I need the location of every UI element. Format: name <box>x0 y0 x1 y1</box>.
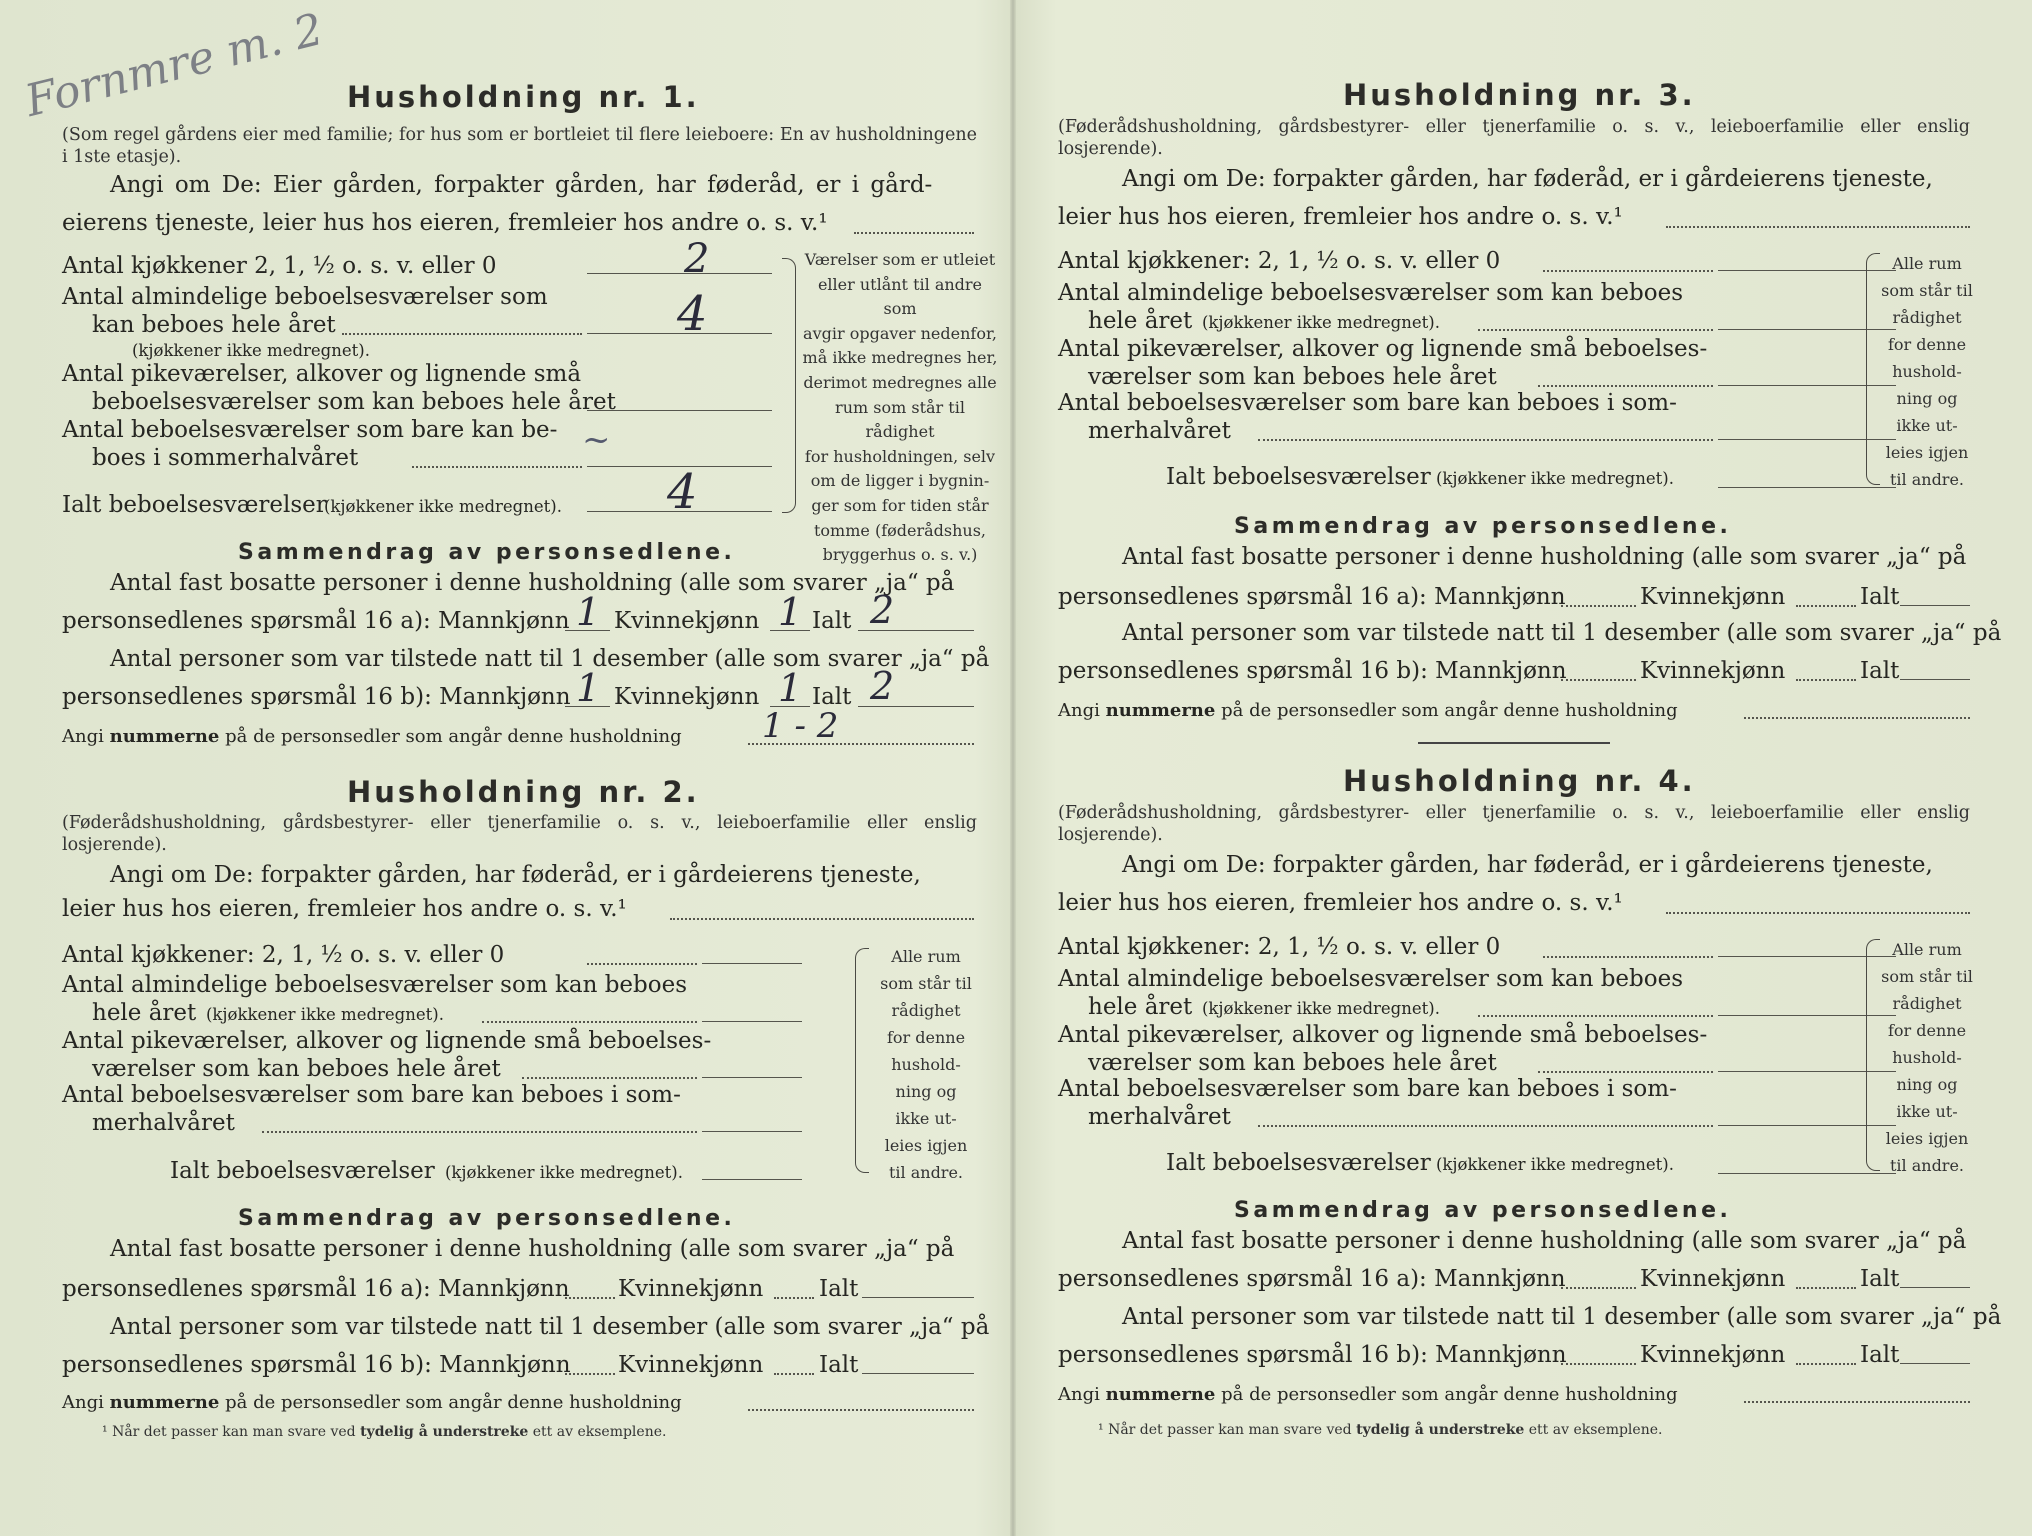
h4-alm-line1: Antal almindelige beboelsesværelser som kan beboes <box>1058 966 1684 992</box>
h2-alm-line2: hele året <box>92 1000 197 1026</box>
h1-num-a: Angi <box>62 726 104 747</box>
h3-alm-note: (kjøkkener ikke medregnet). <box>1202 313 1440 332</box>
h1-alm-note: (kjøkkener ikke medregnet). <box>132 341 370 360</box>
h1-alm-line1: Antal almindelige beboelsesværelser som <box>62 284 548 310</box>
h1-ialt-value: 4 <box>667 464 698 520</box>
h2-pike-line1: Antal pikeværelser, alkover og lignende små beboelses- <box>62 1028 712 1054</box>
h2-note-line: som står til <box>880 974 972 993</box>
h4-pike-dots <box>1538 1071 1713 1073</box>
h2-num-a: Angi <box>62 1392 104 1413</box>
h2-sommer-dots <box>262 1131 697 1133</box>
h2-subtitle: (Føderådshusholdning, gårdsbestyrer- eller tjenerfamilie o. s. v., leieboerfamilie eller enslig losjerende). <box>62 813 977 855</box>
left-footnote <box>102 1424 666 1440</box>
h2-til-ialt: Ialt <box>819 1352 859 1378</box>
h2-note-line: ikke ut- <box>895 1109 957 1128</box>
h1-brace <box>782 258 796 513</box>
h3-til-kvinn: Kvinnekjønn <box>1640 658 1786 684</box>
h4-kitchens-label: Antal kjøkkener: 2, 1, ½ o. s. v. eller 0 <box>1058 934 1501 960</box>
h3-fast-line2: personsedlenes spørsmål 16 a): Mannkjønn <box>1058 584 1566 610</box>
h2-pike-line2: værelser som kan beboes hele året <box>92 1056 501 1082</box>
h4-til-k-line <box>1796 1363 1856 1365</box>
h4-note-line: rådighet <box>1892 994 1962 1013</box>
h3-sommer-line2: merhalvåret <box>1088 418 1231 444</box>
h2-note-line: til andre. <box>888 1163 964 1182</box>
h2-note-line: hushold- <box>891 1055 961 1074</box>
h3-til-line1: Antal personer som var tilstede natt til 1 desember (alle som svarer „ja“ på <box>1122 620 2002 646</box>
h4-num-b: nummerne <box>1105 1384 1216 1405</box>
h4-til-kvinn: Kvinnekjønn <box>1640 1342 1786 1368</box>
h2-title: Husholdning nr. 2. <box>347 775 700 809</box>
h1-nummerne-value: 1 - 2 <box>762 706 839 746</box>
h3-ialt-line <box>1718 487 1896 488</box>
h3-fast-k-line <box>1796 605 1856 607</box>
h3-ialt-note: (kjøkkener ikke medregnet). <box>1436 469 1674 488</box>
h2-kitchens-label: Antal kjøkkener: 2, 1, ½ o. s. v. eller 0 <box>62 942 505 968</box>
h3-kitchens-dots <box>1543 270 1713 272</box>
h3-pike-line2: værelser som kan beboes hele året <box>1088 364 1497 390</box>
h2-sommer-line1: Antal beboelsesværelser som bare kan beboes i som- <box>62 1082 681 1108</box>
h1-til-t-value: 2 <box>870 664 895 708</box>
h3-pike-dots <box>1538 385 1713 387</box>
h1-fast-ialt: Ialt <box>812 608 852 634</box>
h4-note-line: Alle rum <box>1892 940 1962 959</box>
h3-til-k-line <box>1796 679 1856 681</box>
h4-fast-k-line <box>1796 1287 1856 1289</box>
h2-til-k-line <box>774 1373 814 1375</box>
h3-kitchens-label: Antal kjøkkener: 2, 1, ½ o. s. v. eller 0 <box>1058 248 1501 274</box>
h2-fast-m-line <box>565 1297 615 1299</box>
h1-fast-kvinn: Kvinnekjønn <box>614 608 760 634</box>
h4-note-line: leies igjen <box>1885 1129 1969 1148</box>
h1-note-line: eller utlånt til andre som <box>817 274 983 319</box>
h4-ialt-note: (kjøkkener ikke medregnet). <box>1436 1155 1674 1174</box>
h3-note-line: hushold- <box>1892 362 1962 381</box>
h4-fast-line2: personsedlenes spørsmål 16 a): Mannkjønn <box>1058 1266 1566 1292</box>
h4-sommer-line1: Antal beboelsesværelser som bare kan beboes i som- <box>1058 1076 1677 1102</box>
h2-kitchens-dots <box>587 963 697 965</box>
h1-num-b: nummerne <box>109 726 220 747</box>
h3-alm-line2: hele året <box>1088 308 1193 334</box>
h3-til-m-line <box>1561 679 1636 681</box>
h1-note-line: om de ligger i bygnin- <box>810 471 990 491</box>
h1-note-line: rum som står til rådighet <box>835 397 965 442</box>
h1-kitchens-label: Antal kjøkkener 2, 1, ½ o. s. v. eller 0 <box>62 253 497 279</box>
h3-nummerne-dots <box>1744 717 1970 719</box>
h1-sommer-scribble: ~ <box>582 420 611 460</box>
h4-note-line: hushold- <box>1892 1048 1962 1067</box>
h2-alm-line <box>702 1021 802 1022</box>
left-footnote-c: ett av eksemplene. <box>532 1424 667 1440</box>
h1-pike-line2: beboelsesværelser som kan beboes hele året <box>92 389 616 415</box>
h1-note-line: for husholdningen, selv <box>804 446 996 466</box>
h3-fast-ialt: Ialt <box>1860 584 1900 610</box>
h2-til-line2: personsedlenes spørsmål 16 b): Mannkjønn <box>62 1352 571 1378</box>
h2-til-kvinn: Kvinnekjønn <box>618 1352 764 1378</box>
h4-sommer-dots <box>1258 1125 1713 1127</box>
h3-alm-line1: Antal almindelige beboelsesværelser som kan beboes <box>1058 280 1684 306</box>
h1-fast-m-value: 1 <box>576 590 601 634</box>
h1-note-line: derimot medregnes alle <box>803 372 997 392</box>
h4-subtitle: (Føderådshusholdning, gårdsbestyrer- eller tjenerfamilie o. s. v., leieboerfamilie eller enslig losjerende). <box>1058 803 1970 845</box>
right-footnote-a: ¹ Når det passer kan man svare ved <box>1098 1422 1352 1438</box>
h4-til-ialt: Ialt <box>1860 1342 1900 1368</box>
h1-note-line: tomme (føderådshus, <box>813 520 986 540</box>
h2-angi-answer-line <box>670 918 974 920</box>
h1-kitchens-value: 2 <box>684 236 710 282</box>
h3-subtitle: (Føderådshusholdning, gårdsbestyrer- eller tjenerfamilie o. s. v., leieboerfamilie eller enslig losjerende). <box>1058 117 1970 159</box>
h2-nummerne-line <box>62 1392 682 1413</box>
h4-alm-note: (kjøkkener ikke medregnet). <box>1202 999 1440 1018</box>
h2-alm-line1: Antal almindelige beboelsesværelser som kan beboes <box>62 972 688 998</box>
h4-fast-ialt: Ialt <box>1860 1266 1900 1292</box>
h2-til-t-line <box>862 1373 974 1374</box>
h1-fast-line2: personsedlenes spørsmål 16 a): Mannkjønn <box>62 608 570 634</box>
h2-brace <box>855 948 869 1173</box>
h4-summary-title: Sammendrag av personsedlene. <box>1234 1198 1732 1223</box>
h3-angi-answer-line <box>1666 226 1970 228</box>
h1-summary-title: Sammendrag av personsedlene. <box>238 540 736 565</box>
h4-angi-line1: Angi om De: forpakter gården, har føderåd, er i gårdeierens tjeneste, <box>1122 852 1933 878</box>
h4-note-line: for denne <box>1887 1021 1967 1040</box>
h1-sommer-line1: Antal beboelsesværelser som bare kan be- <box>62 417 558 443</box>
h2-sommer-line <box>702 1131 802 1132</box>
h3-note-line: Alle rum <box>1892 254 1962 273</box>
h4-alm-dots <box>1478 1015 1713 1017</box>
h3-angi-line2: leier hus hos eieren, fremleier hos andre o. s. v.¹ <box>1058 204 1623 230</box>
h1-num-c: på de personsedler som angår denne husholdning <box>225 726 682 747</box>
h3-num-a: Angi <box>1058 700 1100 721</box>
h3-note-line: til andre. <box>1889 470 1965 489</box>
h2-fast-k-line <box>774 1297 814 1299</box>
h4-til-line1: Antal personer som var tilstede natt til 1 desember (alle som svarer „ja“ på <box>1122 1304 2002 1330</box>
h4-brace-note <box>1872 936 1982 1179</box>
h2-note-line: for denne <box>886 1028 966 1047</box>
h3-pike-line1: Antal pikeværelser, alkover og lignende små beboelses- <box>1058 336 1708 362</box>
h1-note-line: må ikke medregnes her, <box>802 348 998 368</box>
h2-brace-note <box>870 943 982 1186</box>
h1-til-m-value: 1 <box>576 666 601 710</box>
page-fold <box>1010 0 1016 1536</box>
h4-note-line: ning og <box>1896 1075 1958 1094</box>
h3-fast-kvinn: Kvinnekjønn <box>1640 584 1786 610</box>
h2-alm-dots <box>482 1021 697 1023</box>
h1-note-line: avgir opgaver nedenfor, <box>803 323 997 343</box>
h2-ialt-label: Ialt beboelsesværelser <box>170 1158 435 1184</box>
h3-nummerne-line <box>1058 700 1678 721</box>
h1-fast-line1: Antal fast bosatte personer i denne husholdning (alle som svarer „ja“ på <box>110 570 955 596</box>
h3-brace-note <box>1872 250 1982 493</box>
h2-alm-note: (kjøkkener ikke medregnet). <box>206 1005 444 1024</box>
h3-note-line: ning og <box>1896 389 1958 408</box>
section-separator <box>1418 742 1610 744</box>
h3-ialt-label: Ialt beboelsesværelser <box>1166 464 1431 490</box>
h2-pike-dots <box>522 1077 697 1079</box>
h1-brace-note <box>800 248 1000 568</box>
h1-angi-answer-line <box>854 232 974 234</box>
h2-note-line: ning og <box>895 1082 957 1101</box>
h1-fast-t-value: 2 <box>870 588 895 632</box>
h1-alm-line2: kan beboes hele året <box>92 312 336 338</box>
h2-note-line: rådighet <box>891 1001 961 1020</box>
h4-num-c: på de personsedler som angår denne husholdning <box>1221 1384 1678 1405</box>
h2-ialt-note: (kjøkkener ikke medregnet). <box>445 1163 683 1182</box>
h4-num-a: Angi <box>1058 1384 1100 1405</box>
h4-pike-line2: værelser som kan beboes hele året <box>1088 1050 1497 1076</box>
left-footnote-b: tydelig å understreke <box>360 1424 529 1440</box>
h1-note-line: ger som for tiden står <box>811 495 989 515</box>
h4-nummerne-line <box>1058 1384 1678 1405</box>
h3-note-line: leies igjen <box>1885 443 1969 462</box>
h1-nummerne-line <box>62 726 682 747</box>
right-footnote-c: ett av eksemplene. <box>1528 1422 1663 1438</box>
h3-note-line: for denne <box>1887 335 1967 354</box>
h4-note-line: som står til <box>1881 967 1973 986</box>
h1-angi-line1: Angi om De: Eier gården, forpakter gården, har føderåd, er i gård- <box>110 172 933 198</box>
h1-til-line1: Antal personer som var tilstede natt til 1 desember (alle som svarer „ja“ på <box>110 646 990 672</box>
h3-note-line: rådighet <box>1892 308 1962 327</box>
h1-pike-line1: Antal pikeværelser, alkover og lignende små <box>62 361 582 387</box>
h1-ialt-note: (kjøkkener ikke medregnet). <box>324 497 562 516</box>
h1-til-line2: personsedlenes spørsmål 16 b): Mannkjønn <box>62 684 571 710</box>
h4-fast-line1: Antal fast bosatte personer i denne husholdning (alle som svarer „ja“ på <box>1122 1228 1967 1254</box>
h2-til-line1: Antal personer som var tilstede natt til 1 desember (alle som svarer „ja“ på <box>110 1314 990 1340</box>
h1-subtitle: (Som regel gårdens eier med familie; for hus som er bortleiet til flere leieboere: En av husholdningene i 1ste etasje). <box>62 125 977 167</box>
h1-fast-k-value: 1 <box>778 590 803 634</box>
h2-ialt-line <box>702 1179 802 1180</box>
h1-kitchens-line <box>587 273 772 274</box>
h2-nummerne-dots <box>748 1409 974 1411</box>
h4-note-line: til andre. <box>1889 1156 1965 1175</box>
h4-ialt-line <box>1718 1173 1896 1174</box>
h1-til-kvinn: Kvinnekjønn <box>614 684 760 710</box>
h1-pike-line <box>587 410 772 411</box>
h2-til-m-line <box>565 1373 615 1375</box>
h2-sommer-line2: merhalvåret <box>92 1110 235 1136</box>
h3-til-t-line <box>1900 679 1970 680</box>
h1-sommer-line2: boes i sommerhalvåret <box>92 445 359 471</box>
h2-fast-t-line <box>862 1297 974 1298</box>
h4-kitchens-dots <box>1543 956 1713 958</box>
h4-fast-m-line <box>1561 1287 1636 1289</box>
h1-til-k-value: 1 <box>778 666 803 710</box>
h2-fast-ialt: Ialt <box>819 1276 859 1302</box>
h4-nummerne-dots <box>1744 1401 1970 1403</box>
h4-til-line2: personsedlenes spørsmål 16 b): Mannkjønn <box>1058 1342 1567 1368</box>
h1-note-line: Værelser som er utleiet <box>804 250 996 269</box>
h1-alm-value: 4 <box>677 286 708 342</box>
h2-fast-kvinn: Kvinnekjønn <box>618 1276 764 1302</box>
h3-alm-dots <box>1478 329 1713 331</box>
h3-summary-title: Sammendrag av personsedlene. <box>1234 514 1732 539</box>
h4-til-m-line <box>1561 1363 1636 1365</box>
h4-pike-line1: Antal pikeværelser, alkover og lignende små beboelses- <box>1058 1022 1708 1048</box>
h1-angi-line2: eierens tjeneste, leier hus hos eieren, fremleier hos andre o. s. v.¹ <box>62 210 828 236</box>
h4-til-t-line <box>1900 1363 1970 1364</box>
h3-til-ialt: Ialt <box>1860 658 1900 684</box>
h1-note-line: bryggerhus o. s. v.) <box>822 545 978 565</box>
corner-handwriting: Fornmre m. 2 <box>20 3 329 128</box>
h2-note-line: Alle rum <box>891 947 961 966</box>
h1-title: Husholdning nr. 1. <box>347 80 700 114</box>
h4-angi-line2: leier hus hos eieren, fremleier hos andre o. s. v.¹ <box>1058 890 1623 916</box>
left-page <box>20 0 998 1536</box>
h1-til-ialt: Ialt <box>812 684 852 710</box>
h1-alm-dots <box>342 333 582 335</box>
h4-sommer-line2: merhalvåret <box>1088 1104 1231 1130</box>
left-footnote-a: ¹ Når det passer kan man svare ved <box>102 1424 356 1440</box>
h4-note-line: ikke ut- <box>1896 1102 1958 1121</box>
h3-angi-line1: Angi om De: forpakter gården, har føderåd, er i gårdeierens tjeneste, <box>1122 166 1933 192</box>
h3-note-line: som står til <box>1881 281 1973 300</box>
right-page <box>1058 0 2002 1536</box>
h3-sommer-line1: Antal beboelsesværelser som bare kan beboes i som- <box>1058 390 1677 416</box>
h3-title: Husholdning nr. 3. <box>1343 78 1696 112</box>
h4-fast-t-line <box>1900 1287 1970 1288</box>
h2-kitchens-line <box>702 963 802 964</box>
h4-fast-kvinn: Kvinnekjønn <box>1640 1266 1786 1292</box>
h2-pike-line <box>702 1077 802 1078</box>
h3-num-b: nummerne <box>1105 700 1216 721</box>
h3-fast-m-line <box>1561 605 1636 607</box>
h2-num-c: på de personsedler som angår denne husholdning <box>225 1392 682 1413</box>
h2-fast-line1: Antal fast bosatte personer i denne husholdning (alle som svarer „ja“ på <box>110 1236 955 1262</box>
right-footnote <box>1098 1422 1662 1438</box>
h2-note-line: leies igjen <box>884 1136 968 1155</box>
h2-angi-line2: leier hus hos eieren, fremleier hos andre o. s. v.¹ <box>62 896 627 922</box>
h3-note-line: ikke ut- <box>1896 416 1958 435</box>
h2-fast-line2: personsedlenes spørsmål 16 a): Mannkjønn <box>62 1276 570 1302</box>
h3-til-line2: personsedlenes spørsmål 16 b): Mannkjønn <box>1058 658 1567 684</box>
h3-fast-t-line <box>1900 605 1970 606</box>
h4-alm-line2: hele året <box>1088 994 1193 1020</box>
h2-summary-title: Sammendrag av personsedlene. <box>238 1206 736 1231</box>
h4-ialt-label: Ialt beboelsesværelser <box>1166 1150 1431 1176</box>
h1-sommer-dots <box>412 466 582 468</box>
h1-ialt-label: Ialt beboelsesværelser <box>62 492 327 518</box>
h2-num-b: nummerne <box>109 1392 220 1413</box>
h3-fast-line1: Antal fast bosatte personer i denne husholdning (alle som svarer „ja“ på <box>1122 544 1967 570</box>
h4-angi-answer-line <box>1666 912 1970 914</box>
h3-num-c: på de personsedler som angår denne husholdning <box>1221 700 1678 721</box>
h3-sommer-dots <box>1258 439 1713 441</box>
right-footnote-b: tydelig å understreke <box>1356 1422 1525 1438</box>
h2-angi-line1: Angi om De: forpakter gården, har føderåd, er i gårdeierens tjeneste, <box>110 862 921 888</box>
h4-title: Husholdning nr. 4. <box>1343 764 1696 798</box>
